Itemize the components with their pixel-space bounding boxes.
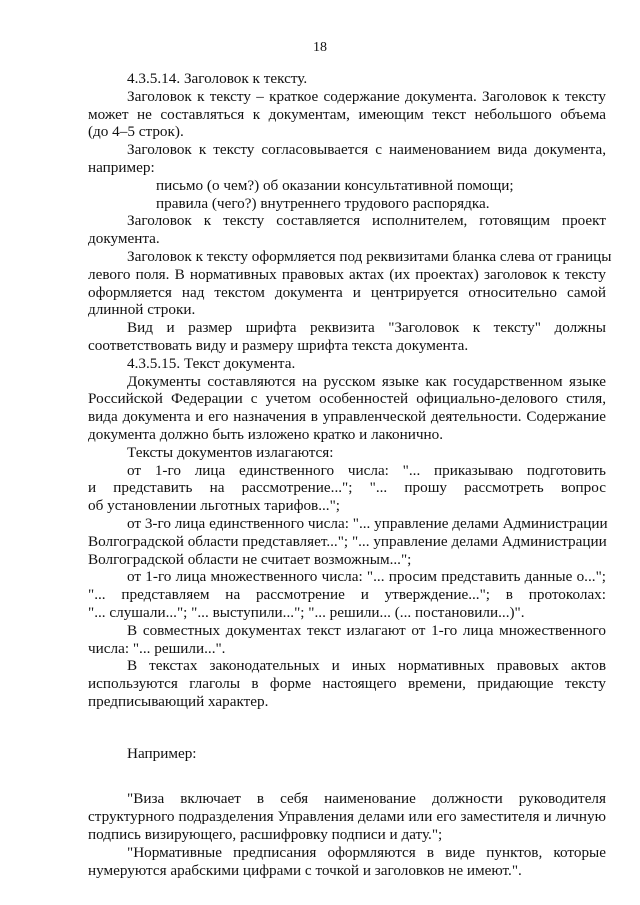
- section-heading-4-3-5-14: 4.3.5.14. Заголовок к тексту.: [127, 70, 308, 87]
- text-line: левого поля. В нормативных правовых актах (их проектах) заголовок к тексту: [88, 265, 606, 283]
- text-line: Заголовок к тексту оформляется под реквизитами бланка слева от границы: [127, 247, 612, 265]
- quote-line: "Нормативные предписания оформляются в виде пунктов, которые: [127, 843, 606, 861]
- page-number: 18: [313, 40, 327, 55]
- quote-line: структурного подразделения Управления делами или его заместителя и личную: [88, 808, 606, 826]
- text-line: длинной строки.: [88, 301, 196, 319]
- text-line: может не составляться к документам, имеющим текст небольшого объема: [88, 105, 606, 123]
- example-line: правила (чего?) внутреннего трудового распорядка.: [156, 194, 490, 212]
- text-line: об установлении льготных тарифов...";: [88, 497, 341, 515]
- text-line: В совместных документах текст излагают от 1-го лица множественного: [127, 621, 606, 639]
- text-line: вида документа и его назначения в управленческой деятельности. Содержание: [88, 408, 606, 426]
- quote-line: нумеруются арабскими цифрами с точкой и заголовков не имеют.".: [88, 861, 522, 879]
- document-body: [88, 70, 612, 879]
- text-line: Заголовок к тексту – краткое содержание документа. Заголовок к тексту: [127, 87, 606, 105]
- text-line: Заголовок к тексту согласовывается с наименованием вида документа,: [127, 141, 606, 159]
- text-line: "... представляем на рассмотрение и утверждение..."; в протоколах:: [88, 586, 606, 604]
- section-heading-4-3-5-15: 4.3.5.15. Текст документа.: [127, 354, 296, 372]
- text-line: "... слушали..."; "... выступили..."; "... решили... (... постановили...)".: [88, 603, 525, 621]
- text-line: числа: "... решили...".: [88, 639, 226, 657]
- text-line: (до 4–5 строк).: [88, 123, 184, 141]
- text-line: предписывающий характер.: [88, 692, 269, 710]
- text-line: от 1-го лица множественного числа: "... просим представить данные о...";: [127, 568, 606, 586]
- text-line: Заголовок к тексту составляется исполнителем, готовящим проект: [127, 212, 606, 230]
- text-line: В текстах законодательных и иных нормативных правовых актов: [127, 657, 606, 675]
- quote-line: "Виза включает в себя наименование должности руководителя: [127, 790, 606, 808]
- text-line: соответствовать виду и размеру шрифта текста документа.: [88, 336, 469, 354]
- text-line: Волгоградской области не считает возможным...";: [88, 550, 412, 568]
- quote-line: подпись визирующего, расшифровку подписи и дату.";: [88, 826, 443, 844]
- text-line: Документы составляются на русском языке как государственном языке: [127, 372, 606, 390]
- text-line: Российской Федерации с учетом особенностей официально-делового стиля,: [88, 390, 606, 408]
- text-line: Вид и размер шрифта реквизита "Заголовок к тексту" должны: [127, 319, 606, 337]
- text-line: например:: [88, 158, 155, 176]
- text-line: документа должно быть изложено кратко и лаконично.: [88, 425, 444, 443]
- text-line: от 3-го лица единственного числа: "... управление делами Администрации: [127, 514, 608, 532]
- text-line: Тексты документов излагаются:: [127, 443, 334, 461]
- text-line: используются глаголы в форме настоящего времени, придающие тексту: [88, 675, 606, 693]
- example-line: письмо (о чем?) об оказании консультативной помощи;: [156, 176, 514, 194]
- text-line: оформляется над текстом документа и центрируется относительно самой: [88, 283, 606, 301]
- text-line: документа.: [88, 230, 160, 248]
- text-line: от 1-го лица единственного числа: "... приказываю подготовить: [127, 461, 606, 479]
- text-line: и представить на рассмотрение..."; "... прошу рассмотреть вопрос: [88, 479, 606, 497]
- text-line: Волгоградской области представляет..."; "... управление делами Администрации: [88, 532, 607, 550]
- example-heading: Например:: [127, 744, 197, 762]
